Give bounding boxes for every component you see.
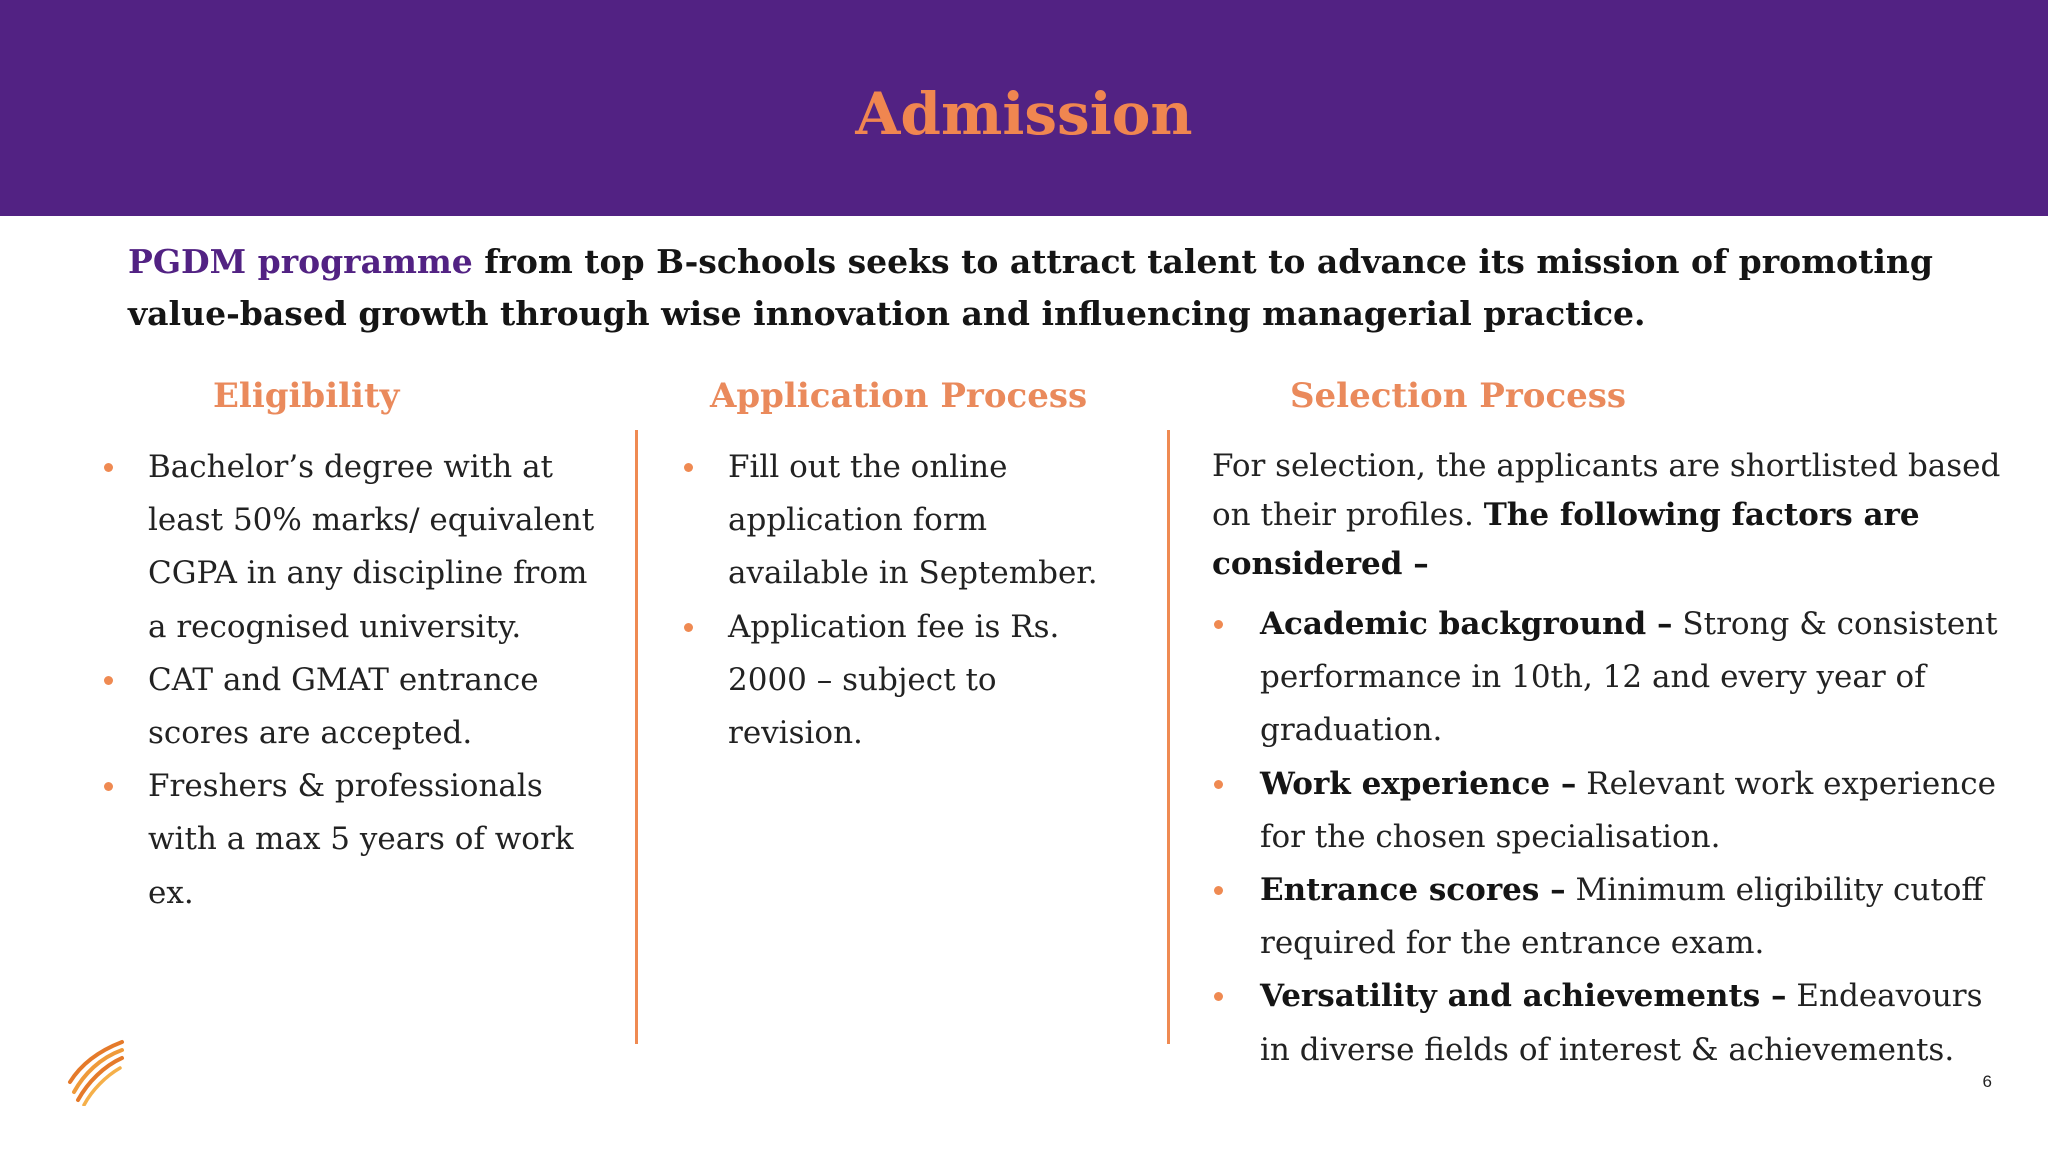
selection-factor	[1212, 864, 2012, 970]
eligibility-heading: Eligibility	[213, 376, 400, 416]
factor-text: Endeavours in diverse fields of interest & achievements.	[1260, 978, 1983, 1068]
intro-text: from top B-schools seeks to attract talent to advance its mission of promoting value-based growth through wise innovation and influencing managerial practice.	[128, 242, 1933, 333]
factor-label: Entrance scores –	[1260, 872, 1566, 909]
selection-factors-list	[1212, 598, 2012, 1077]
selection-intro	[1212, 442, 2002, 589]
application-item: Application fee is Rs. 2000 – subject to revision.	[682, 601, 1122, 761]
feather-swoosh-logo-icon	[66, 1038, 126, 1106]
application-heading: Application Process	[710, 376, 1088, 416]
page-number: 6	[1982, 1072, 1992, 1091]
factor-label: Versatility and achievements –	[1260, 978, 1787, 1015]
factor-text: Minimum eligibility cutoff required for the entrance exam.	[1260, 872, 1984, 962]
selection-intro-bold: The following factors are considered –	[1212, 497, 1920, 582]
application-item: Fill out the online application form available in September.	[682, 441, 1122, 601]
selection-factor	[1212, 598, 2012, 758]
factor-text: Strong & consistent performance in 10th, 12 and every year of graduation.	[1260, 606, 1998, 749]
slide-title: Admission	[855, 80, 1193, 148]
eligibility-item: CAT and GMAT entrance scores are accepted.	[102, 654, 602, 760]
selection-intro-text: For selection, the applicants are shortlisted based on their profiles.	[1212, 448, 2001, 533]
column-divider-right	[1167, 430, 1170, 1044]
selection-factor	[1212, 970, 2012, 1076]
intro-highlight: PGDM programme	[128, 242, 473, 281]
selection-heading: Selection Process	[1290, 376, 1627, 416]
intro-paragraph	[128, 236, 1958, 340]
factor-label: Academic background –	[1260, 606, 1673, 642]
eligibility-item: Freshers & professionals with a max 5 years of work ex.	[102, 760, 602, 920]
eligibility-item: Bachelor’s degree with at least 50% marks/ equivalent CGPA in any discipline from a recognised university.	[102, 441, 602, 654]
eligibility-list	[102, 441, 602, 920]
factor-text: Relevant work experience for the chosen specialisation.	[1260, 765, 1996, 855]
selection-factor	[1212, 758, 2012, 864]
factor-label: Work experience –	[1260, 765, 1577, 802]
application-list	[682, 441, 1122, 760]
column-divider-left	[635, 430, 638, 1044]
